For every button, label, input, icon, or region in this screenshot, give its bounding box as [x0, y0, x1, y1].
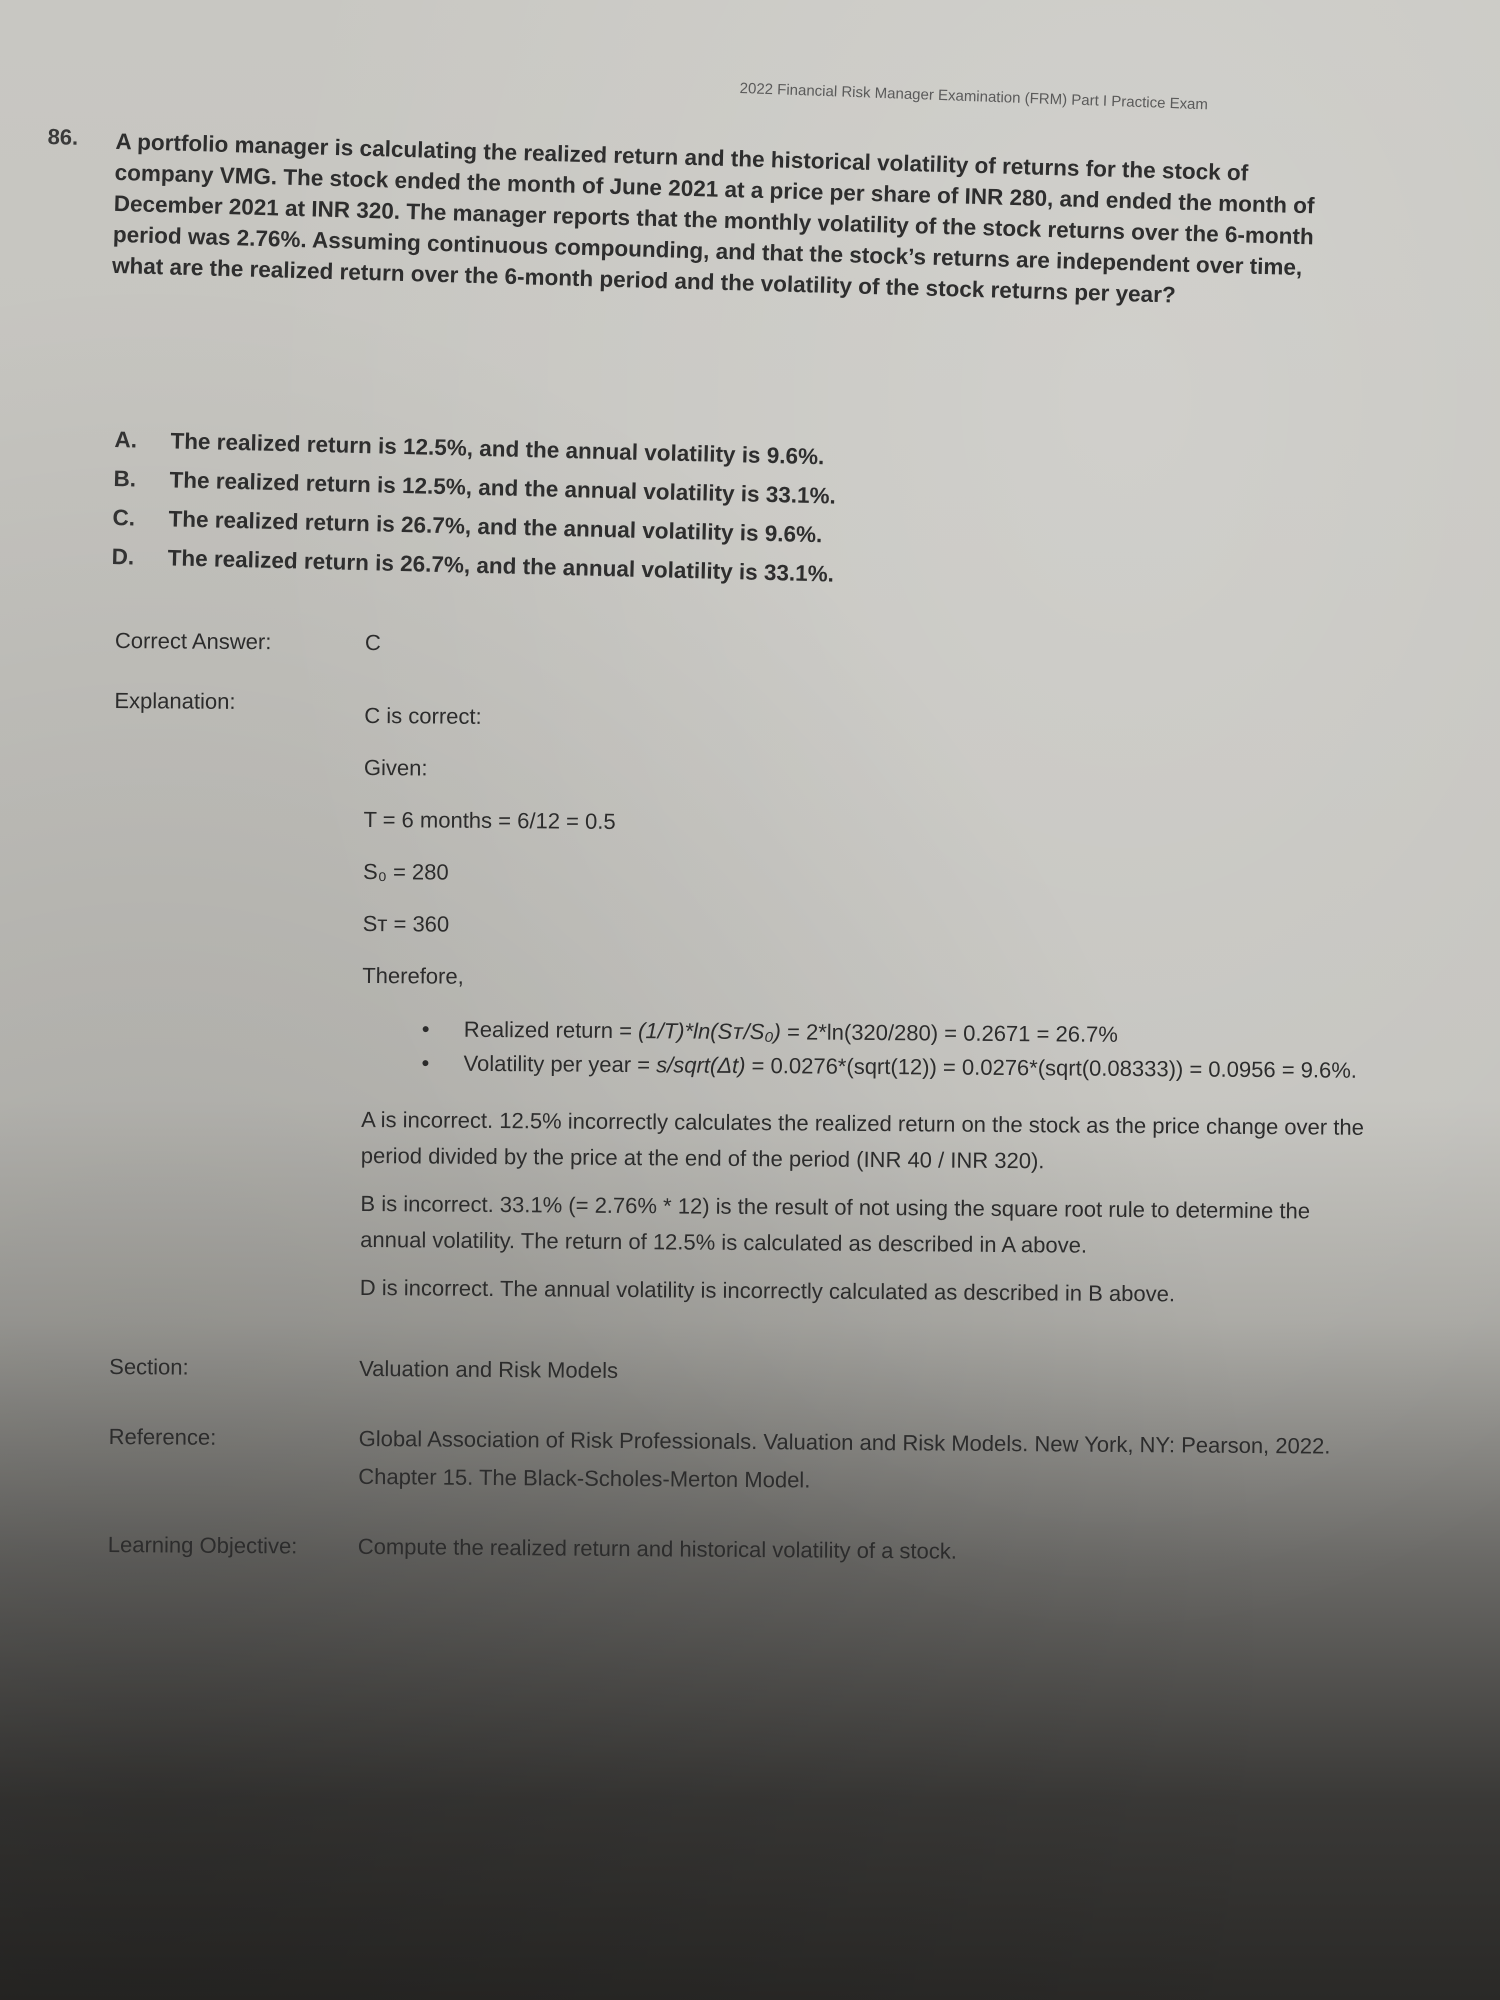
- correct-answer-label: Correct Answer:: [114, 628, 272, 655]
- question-number: 86.: [47, 124, 79, 150]
- section-row: [109, 1354, 1379, 1390]
- explanation-line: Sᴛ = 360: [362, 910, 450, 937]
- choice-text: The realized return is 12.5%, and the annual volatility is 33.1%.: [169, 467, 837, 509]
- choice-text: The realized return is 26.7%, and the annual volatility is 9.6%.: [168, 506, 823, 548]
- correct-answer-value: C: [364, 629, 381, 656]
- answer-choices: [111, 420, 915, 595]
- choice-text: The realized return is 26.7%, and the annual volatility is 33.1%.: [167, 545, 835, 587]
- choice-text: The realized return is 12.5%, and the annual volatility is 9.6%.: [170, 428, 825, 470]
- explanation-row: [110, 688, 1385, 1324]
- explanation-line: Therefore,: [362, 962, 464, 989]
- learning-objective-row: [108, 1532, 1378, 1568]
- reference-label: Reference:: [108, 1423, 217, 1450]
- calculation-bullets: [421, 1012, 1382, 1088]
- bullet-text: Volatility per year =: [463, 1050, 657, 1078]
- reference-value: Global Association of Risk Professionals. Valuation and Risk Models. New York, NY: Pearson, 2022. Chapter 15. The Black-Scholes-Merton Model.: [358, 1425, 1331, 1493]
- explanation-line: Given:: [363, 754, 428, 781]
- explanation-label: Explanation:: [114, 687, 236, 714]
- bullet-volatility: [421, 1046, 1381, 1088]
- incorrect-d-paragraph: D is incorrect. The annual volatility is incorrectly calculated as described in B above.: [359, 1274, 1176, 1307]
- bullet-dot-icon: •: [421, 1050, 430, 1076]
- correct-answer-row: [115, 628, 1385, 664]
- incorrect-a-paragraph: A is incorrect. 12.5% incorrectly calculates the realized return on the stock as the price change over the period divided by the price at the end of the period (INR 40 / INR 320).: [360, 1106, 1364, 1174]
- explanation-line: S₀ = 280: [362, 858, 449, 885]
- bullet-formula: (1/T)*ln(Sᴛ/S₀): [638, 1018, 782, 1045]
- explanation-content: [360, 690, 1385, 1324]
- learning-objective-label: Learning Objective:: [107, 1531, 298, 1559]
- bullet-text: Realized return =: [463, 1016, 639, 1044]
- bullet-dot-icon: •: [421, 1016, 430, 1042]
- bullet-text: = 0.0276*(sqrt(12)) = 0.0276*(sqrt(0.08333)) = 0.0956 = 9.6%.: [745, 1052, 1358, 1083]
- question-block: [44, 124, 1338, 315]
- choice-letter: A.: [114, 426, 138, 453]
- explanation-line: C is correct:: [364, 702, 482, 729]
- section-label: Section:: [109, 1353, 189, 1380]
- page-header: 2022 Financial Risk Manager Examination (FRM) Part I Practice Exam: [739, 80, 1209, 114]
- bullet-text: = 2*ln(320/280) = 0.2671 = 26.7%: [780, 1019, 1119, 1047]
- choice-letter: B.: [113, 465, 137, 492]
- answer-explanation-block: [108, 628, 1385, 1568]
- choice-letter: C.: [112, 504, 136, 531]
- reference-row: [108, 1418, 1379, 1504]
- section-value: Valuation and Risk Models: [359, 1355, 619, 1383]
- incorrect-b-paragraph: B is incorrect. 33.1% (= 2.76% * 12) is the result of not using the square root rule to determine the annual volatility. The return of 12.5% is calculated as described in A above.: [360, 1190, 1311, 1258]
- choice-letter: D.: [111, 543, 135, 570]
- question-stem: A portfolio manager is calculating the realized return and the historical volatility of returns for the stock of company VMG. The stock ended the month of June 2021 at a price per share of INR 280, and ended the month of December 2021 at INR 320. The manager reports that the monthly volatility of the stock returns over the 6-month period was 2.76%. Assuming continuous compounding, and that the stock’s returns are independent over time, what are the realized return over the 6-month period and the volatility of the stock returns per year?: [111, 128, 1315, 308]
- explanation-line: T = 6 months = 6/12 = 0.5: [363, 806, 616, 834]
- learning-objective-value: Compute the realized return and historical volatility of a stock.: [357, 1533, 958, 1564]
- bullet-formula: s/sqrt(Δt): [656, 1052, 746, 1078]
